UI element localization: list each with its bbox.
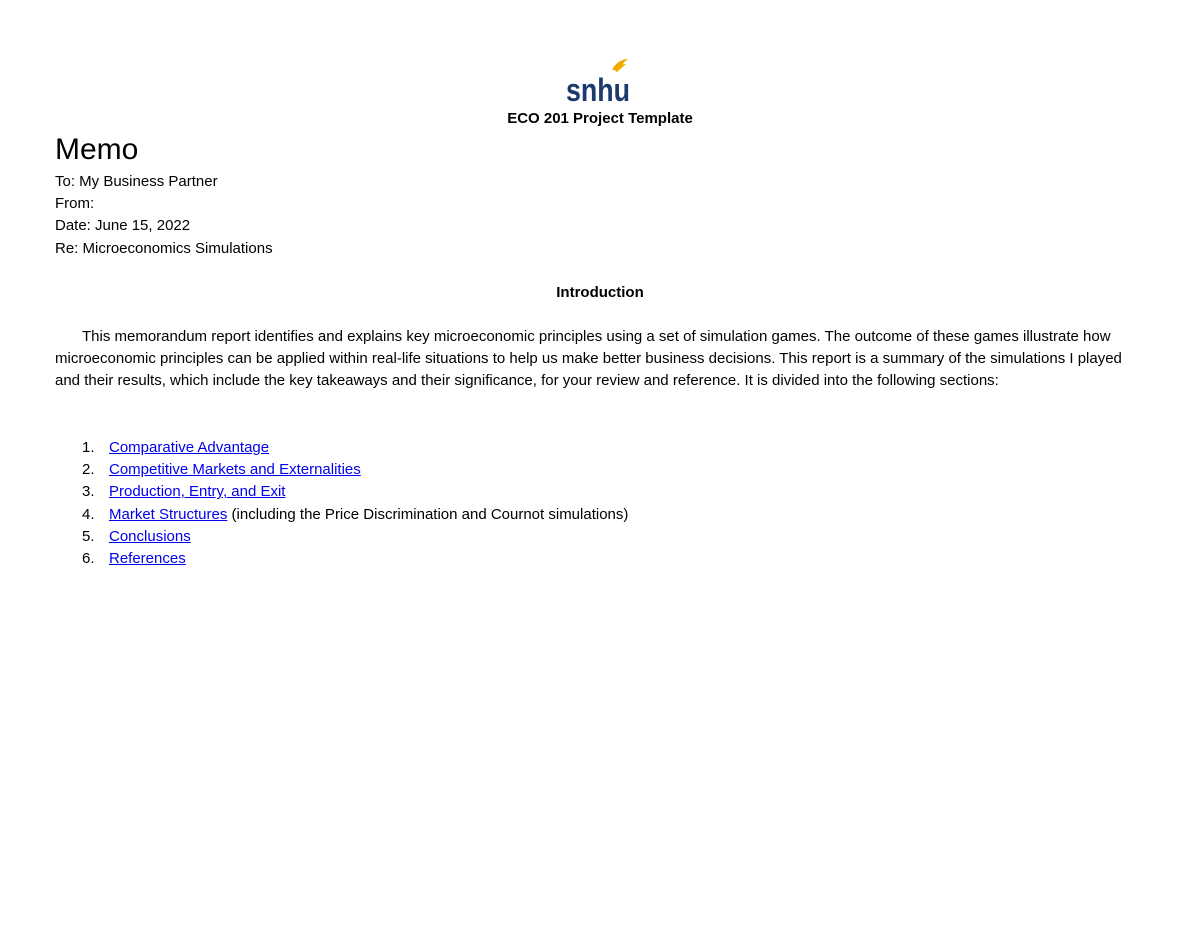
- snhu-logo: [560, 56, 640, 104]
- memo-re-line: Re: Microeconomics Simulations: [55, 239, 273, 257]
- memo-date-line: Date: June 15, 2022: [55, 217, 191, 235]
- memo-header-block: [55, 171, 273, 260]
- link-comparative-advantage[interactable]: Comparative Advantage: [109, 439, 270, 456]
- link-production-entry-exit[interactable]: Production, Entry, and Exit: [109, 483, 286, 501]
- list-item: [55, 481, 628, 503]
- introduction-paragraph: This memorandum report identifies and explains key microeconomic principles using a set of simulation games. The outcome of these games illustrate how microeconomic principles can be applied within real-life situations to help us make better business decisions. This report is a summary of the simulations I played and their results, which include the key takeaways and their significance, for your review and reference. It is divided into the following sections:: [55, 328, 1122, 390]
- link-market-structures[interactable]: Market Structures: [109, 505, 228, 523]
- list-item: [55, 504, 628, 526]
- section-list: [55, 437, 628, 570]
- document-title: ECO 201 Project Template: [507, 110, 693, 127]
- list-number: 3.: [82, 483, 95, 501]
- list-item: [55, 459, 628, 481]
- introduction-heading: Introduction: [556, 284, 644, 301]
- link-competitive-markets[interactable]: Competitive Markets and Externalities: [109, 461, 361, 479]
- memo-from-line: From:: [55, 195, 95, 213]
- list-item-note: (including the Price Discrimination and Cournot simulations): [227, 505, 629, 523]
- list-number: 5.: [82, 527, 95, 545]
- list-number: 4.: [82, 505, 95, 523]
- logo-wordmark: snhu: [566, 72, 630, 104]
- list-number: 6.: [82, 550, 95, 568]
- list-number: 2.: [82, 461, 95, 479]
- list-item: [55, 437, 628, 459]
- list-item: [55, 548, 628, 570]
- list-item: [55, 526, 628, 548]
- memo-to-line: To: My Business Partner: [55, 173, 218, 190]
- link-references[interactable]: References: [109, 550, 186, 568]
- memo-heading: Memo: [55, 133, 139, 166]
- link-conclusions[interactable]: Conclusions: [109, 527, 191, 545]
- list-number: 1.: [82, 439, 95, 456]
